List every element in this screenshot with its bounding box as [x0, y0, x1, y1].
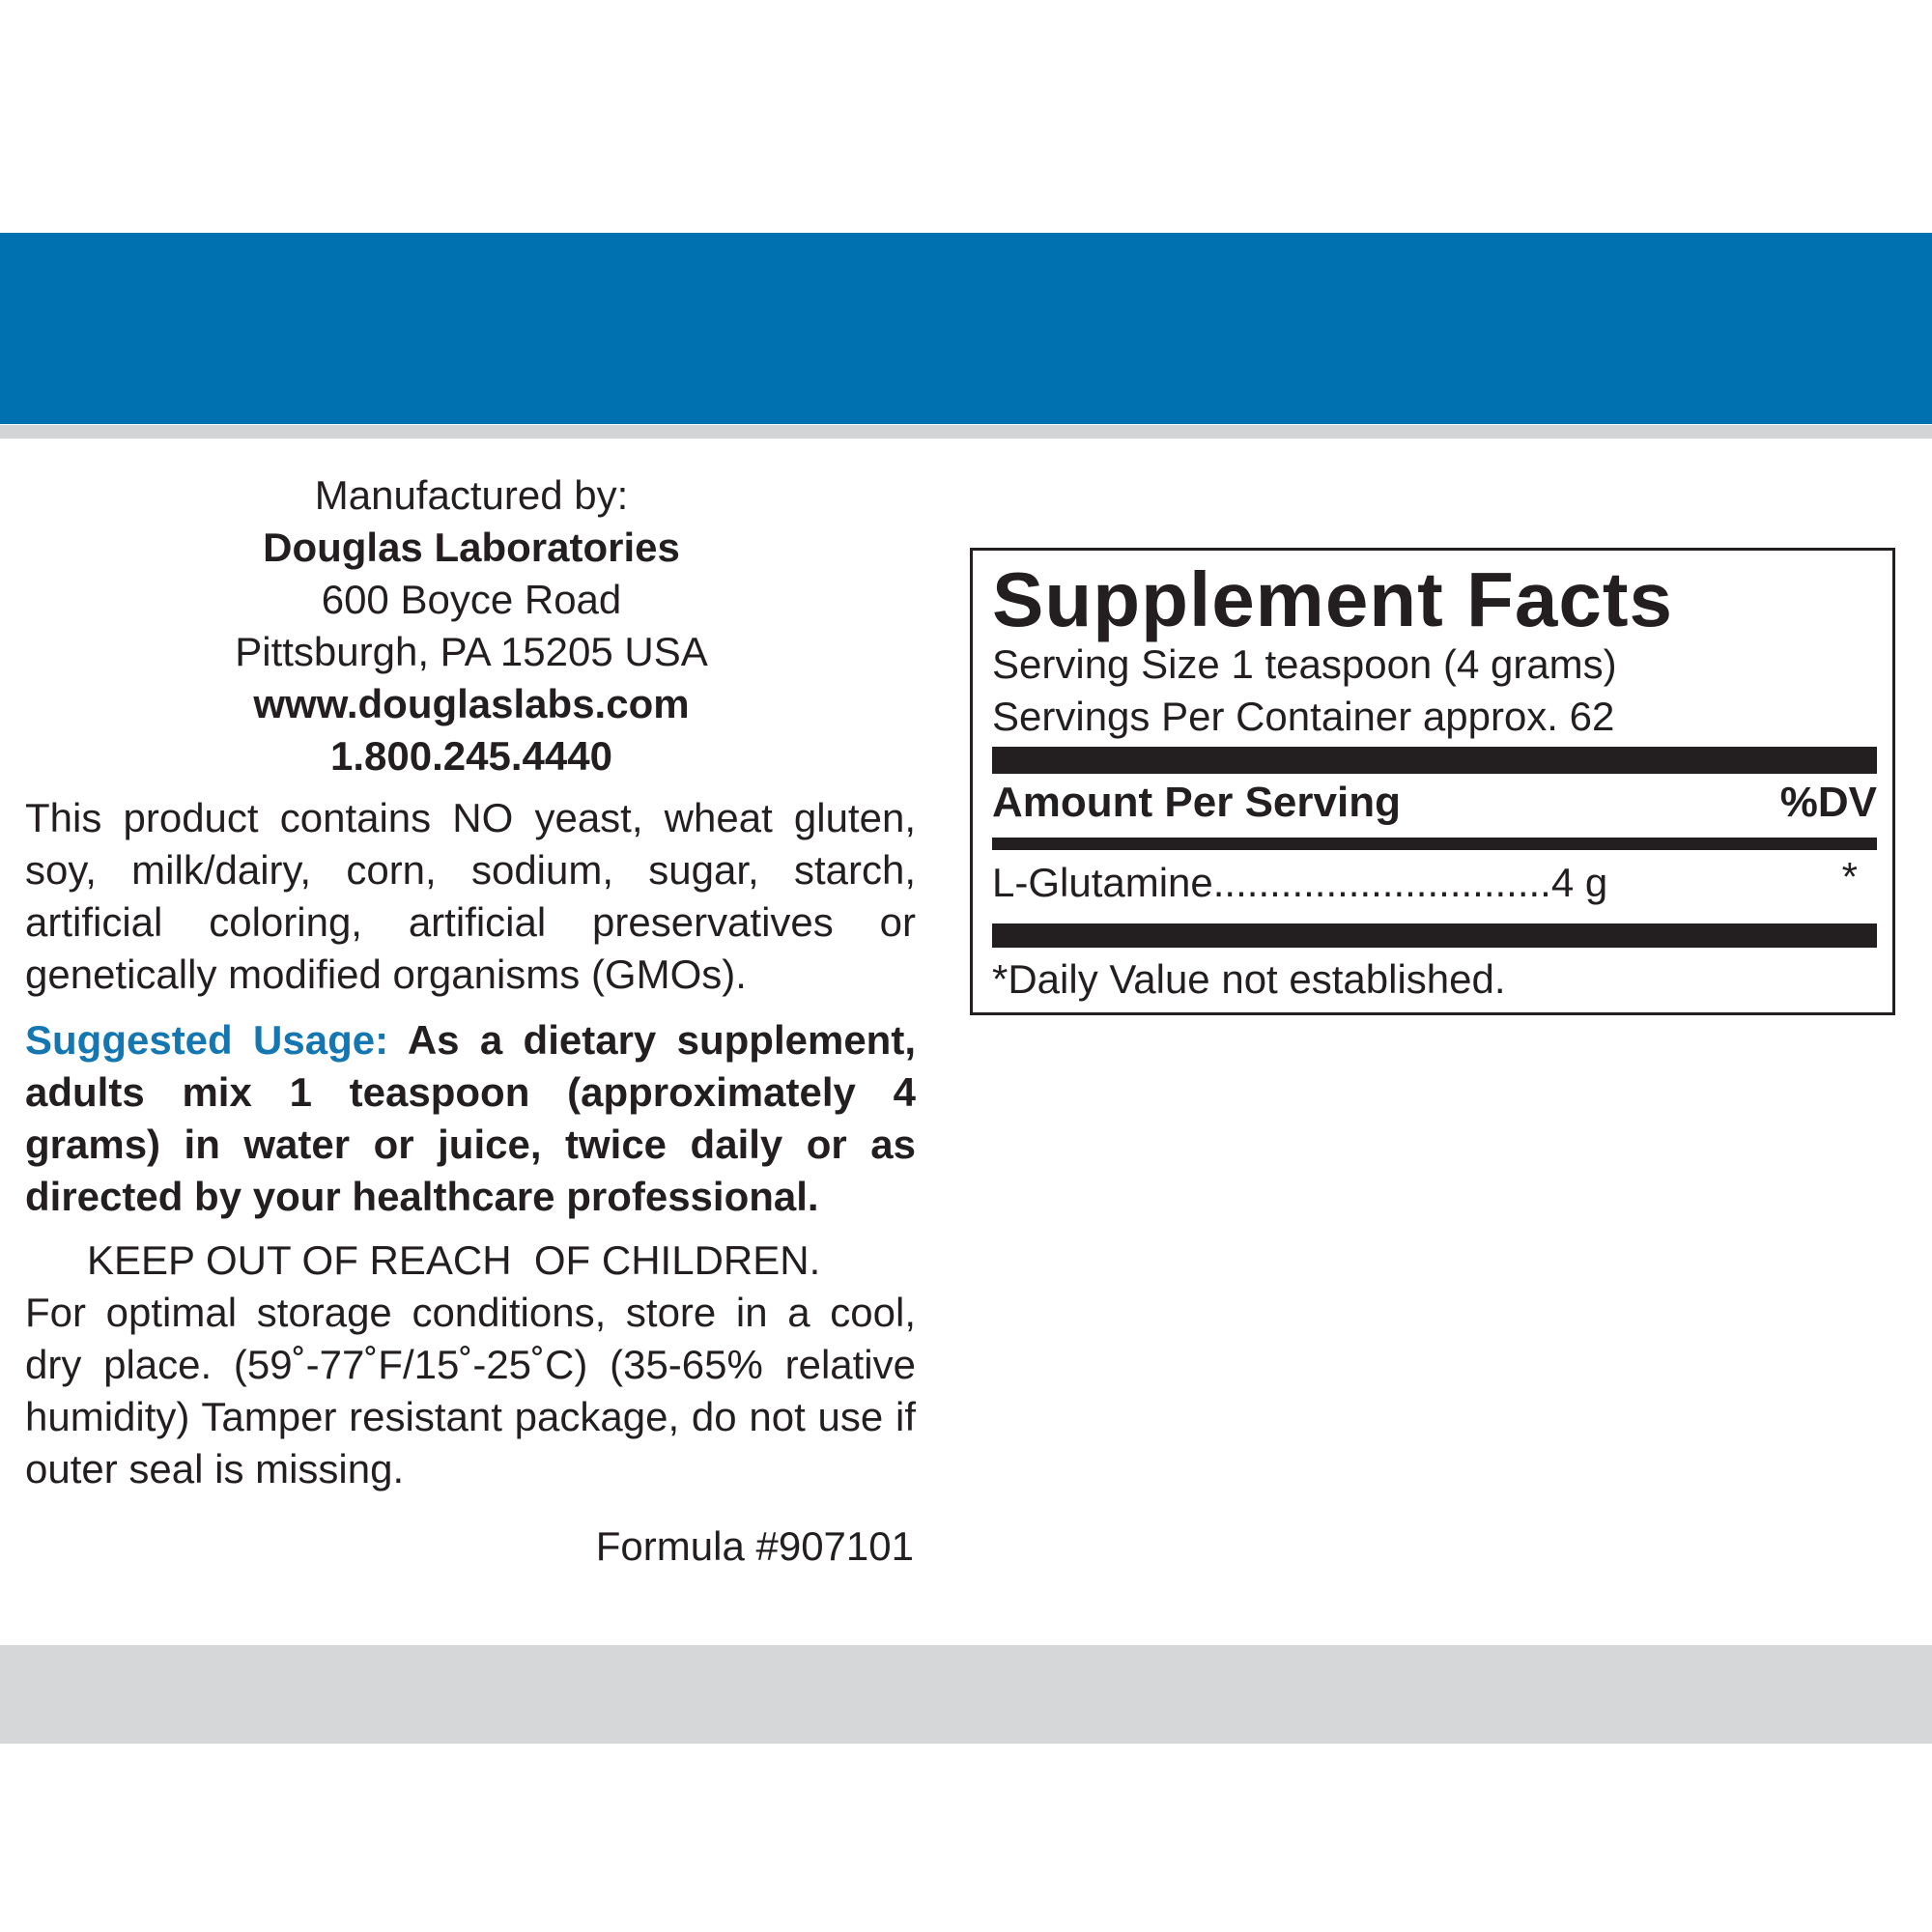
suggested-usage-label: Suggested Usage: [25, 1017, 389, 1063]
thick-divider [992, 747, 1877, 774]
suggested-usage [25, 1014, 916, 1223]
amount-per-serving-header: Amount Per Serving [992, 779, 1401, 826]
footer-gray-band [0, 1645, 1932, 1744]
dv-header: %DV [1779, 779, 1877, 826]
serving-size: Serving Size 1 teaspoon (4 grams) [992, 641, 1617, 687]
manufacturer-street: 600 Boyce Road [321, 577, 622, 622]
formula-number: Formula #907101 [595, 1523, 914, 1569]
contains-statement: This product contains NO yeast, wheat gluten, soy, milk/dairy, corn, sodium, sugar, starch, artificial coloring, artificial preservatives or genetically modified organisms (GMOs). [25, 795, 916, 997]
ingredient-dv: * [1841, 854, 1858, 899]
ingredient-row [992, 854, 1877, 908]
manufacturer-website: www.douglaslabs.com [253, 681, 690, 726]
ingredient-leader: .............................. [1212, 860, 1551, 905]
warning-block [25, 1235, 916, 1287]
suggested-usage-text: As a dietary supplement, adults mix 1 teaspoon (approximately 4 grams) in water or juice, twice daily or as directed by your healthcare professional. [25, 1017, 916, 1219]
header-blue-band [0, 233, 1932, 424]
supplement-facts-panel [970, 548, 1895, 1015]
ingredient-name: L-Glutamine [992, 860, 1213, 905]
manufacturer-block [25, 469, 918, 782]
thick-divider-bottom [992, 923, 1877, 948]
medium-divider [992, 838, 1877, 850]
manufacturer-name: Douglas Laboratories [263, 525, 680, 570]
storage-instructions: For optimal storage conditions, store in a cool, dry place. (59˚-77˚F/15˚-25˚C) (35-65% relative humidity) Tamper resistant package, do not use if outer seal is missing. [25, 1290, 916, 1492]
ingredient-amount: 4 g [1550, 860, 1608, 905]
servings-per-container: Servings Per Container approx. 62 [992, 694, 1615, 739]
supplement-facts-title: Supplement Facts [992, 556, 1674, 642]
keep-out-warning: KEEP OUT OF REACH OF CHILDREN. [87, 1237, 821, 1283]
manufacturer-city: Pittsburgh, PA 15205 USA [235, 629, 708, 674]
amount-per-serving-row [992, 778, 1877, 828]
manufacturer-phone: 1.800.245.4440 [330, 733, 612, 779]
daily-value-footnote: *Daily Value not established. [992, 956, 1506, 1002]
manufacturer-label: Manufactured by: [314, 472, 629, 518]
header-gray-stripe [0, 425, 1932, 439]
